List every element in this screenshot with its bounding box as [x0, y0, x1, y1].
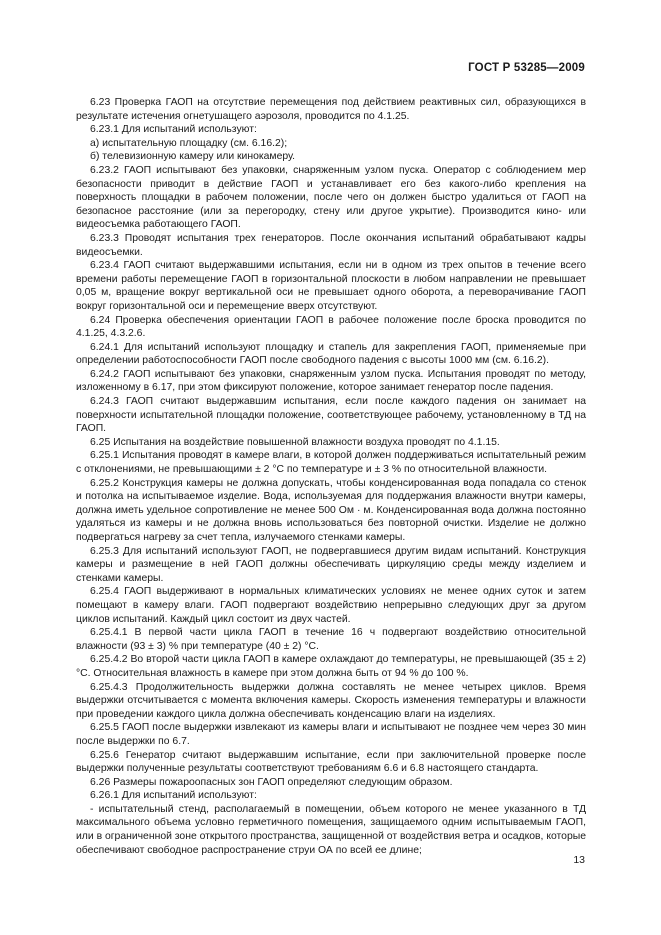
paragraph-6-23-3: 6.23.3 Проводят испытания трех генераторов. После окончания испытаний обрабатывают кадры видеосъемки. [76, 232, 586, 258]
list-item-b: б) телевизионную камеру или кинокамеру. [90, 151, 296, 163]
paragraph-6-24-3: 6.24.3 ГАОП считают выдержавшим испытания, если после каждого падения он занимает на поверхности испытательной площадки положение, соответствующее рабочему, установленному в ТД на ГАОП. [76, 396, 586, 435]
paragraph-6-25-2: 6.25.2 Конструкция камеры не должна допускать, чтобы конденсированная вода попадала со стенок и потолка на испытываемое изделие. Вода, используемая для поддержания влажности внутри камеры, должна иметь удельное сопротивление не менее 500 Ом · м. Конденсированная вода должна постоянно удаляться из камеры и не должна вновь использоваться без повторной очистки. Изделие не должно подвергаться нагреву за счет тепла, излучаемого стенками камеры. [76, 477, 586, 543]
list-item-dash: - испытательный стенд, располагаемый в помещении, объем которого не менее указанного в ТД максимального объема условно герметичного помещения, защищаемого одним испытываемым ГАОП, или в ограниченной зоне открытого пространства, защищенной от воздействия ветра и осадков, которые обеспечивают свободное распространение струи ОА по всей ее длине; [76, 803, 586, 856]
paragraph-6-25-1: 6.25.1 Испытания проводят в камере влаги, в которой должен поддерживаться испытательный режим с отклонениями, не превышающими ± 2 °С по температуре и ± 3 % по относительной влажности. [76, 450, 586, 476]
document-body [76, 96, 586, 857]
standard-header: ГОСТ Р 53285—2009 [468, 62, 585, 74]
page-number: 13 [573, 854, 585, 866]
paragraph-6-25-5: 6.25.5 ГАОП после выдержки извлекают из камеры влаги и испытывают не позднее чем через 30 мин после выдержки по 6.7. [76, 722, 586, 747]
paragraph-6-25-4: 6.25.4 ГАОП выдерживают в нормальных климатических условиях не менее одних суток и затем помещают в камеру влаги. ГАОП подвергают воздействию непрерывно следующих друг за другом циклов испытаний. Каждый цикл состоит из двух частей. [76, 586, 586, 625]
paragraph-6-25-3: 6.25.3 Для испытаний используют ГАОП, не подвергавшиеся другим видам испытаний. Конструкция камеры и размещение в ней ГАОП должны обеспечивать циркуляцию среды между изделием и стенками камеры. [76, 545, 586, 584]
paragraph-6-25-6: 6.25.6 Генератор считают выдержавшим испытание, если при заключительной проверке после выдержки полученные результаты соответствуют требованиям 6.6 и 6.8 настоящего стандарта. [76, 749, 586, 775]
paragraph-6-25-4-3: 6.25.4.3 Продолжительность выдержки должна составлять не менее четырех циклов. Время выдержки отсчитывается с момента включения камеры. Скорость изменения температуры и влажности при проведении каждого цикла должна обеспечивать конденсацию влаги на изделиях. [76, 681, 586, 720]
paragraph-6-23-1: 6.23.1 Для испытаний используют: [90, 124, 257, 136]
paragraph-6-23: 6.23 Проверка ГАОП на отсутствие перемещения под действием реактивных сил, образующихся в результате истечения огнетушащего аэрозоля, проводится по 4.1.25. [76, 97, 586, 122]
paragraph-6-24: 6.24 Проверка обеспечения ориентации ГАОП в рабочее положение после броска проводится по 4.1.25, 4.3.2.6. [76, 314, 586, 340]
paragraph-6-25: 6.25 Испытания на воздействие повышенной влажности воздуха проводят по 4.1.15. [90, 436, 500, 448]
paragraph-6-26-1: 6.26.1 Для испытаний используют: [90, 790, 257, 802]
paragraph-6-24-1: 6.24.1 Для испытаний используют площадку и стапель для закрепления ГАОП, применяемые при определении работоспособности ГАОП после свободного падения с высоты 1000 мм (см. 6.16.2). [76, 341, 586, 367]
paragraph-6-26: 6.26 Размеры пожароопасных зон ГАОП определяют следующим образом. [90, 776, 453, 788]
paragraph-6-25-4-1: 6.25.4.1 В первой части цикла ГАОП в течение 16 ч подвергают воздействию относительной влажности (93 ± 3) % при температуре (40 ± 2) °С. [76, 627, 586, 652]
list-item-a: а) испытательную площадку (см. 6.16.2); [90, 137, 288, 149]
paragraph-6-23-4: 6.23.4 ГАОП считают выдержавшими испытания, если ни в одном из трех опытов в течение всего времени работы перемещение ГАОП в горизонтальной плоскости в любом направлении не превышает 0,05 м, вращение вокруг вертикальной оси не превышает одного оборота, а переворачивание ГАОП вокруг горизонтальной оси и перемещение вверх отсутствуют. [76, 260, 586, 312]
paragraph-6-23-2: 6.23.2 ГАОП испытывают без упаковки, снаряженным узлом пуска. Оператор с соблюдением мер безопасности приводит в действие ГАОП и устанавливает его без какого-либо крепления на поверхность площадки в рабочем положении, после чего он должен быстро удалиться от ГАОП на безопасное расстояние (или за перегородку, стену или другое укрытие). Производится кино- или видеосъемка работающего ГАОП. [76, 164, 586, 231]
paragraph-6-24-2: 6.24.2 ГАОП испытывают без упаковки, снаряженным узлом пуска. Испытания проводят по методу, изложенному в 6.17, при этом фиксируют положение, которое занимает генератор после падения. [76, 368, 586, 394]
paragraph-6-25-4-2: 6.25.4.2 Во второй части цикла ГАОП в камере охлаждают до температуры, не превышающей (35 ± 2) °С. Относительная влажность в камере при этом должна быть от 94 % до 100 %. [76, 654, 586, 679]
